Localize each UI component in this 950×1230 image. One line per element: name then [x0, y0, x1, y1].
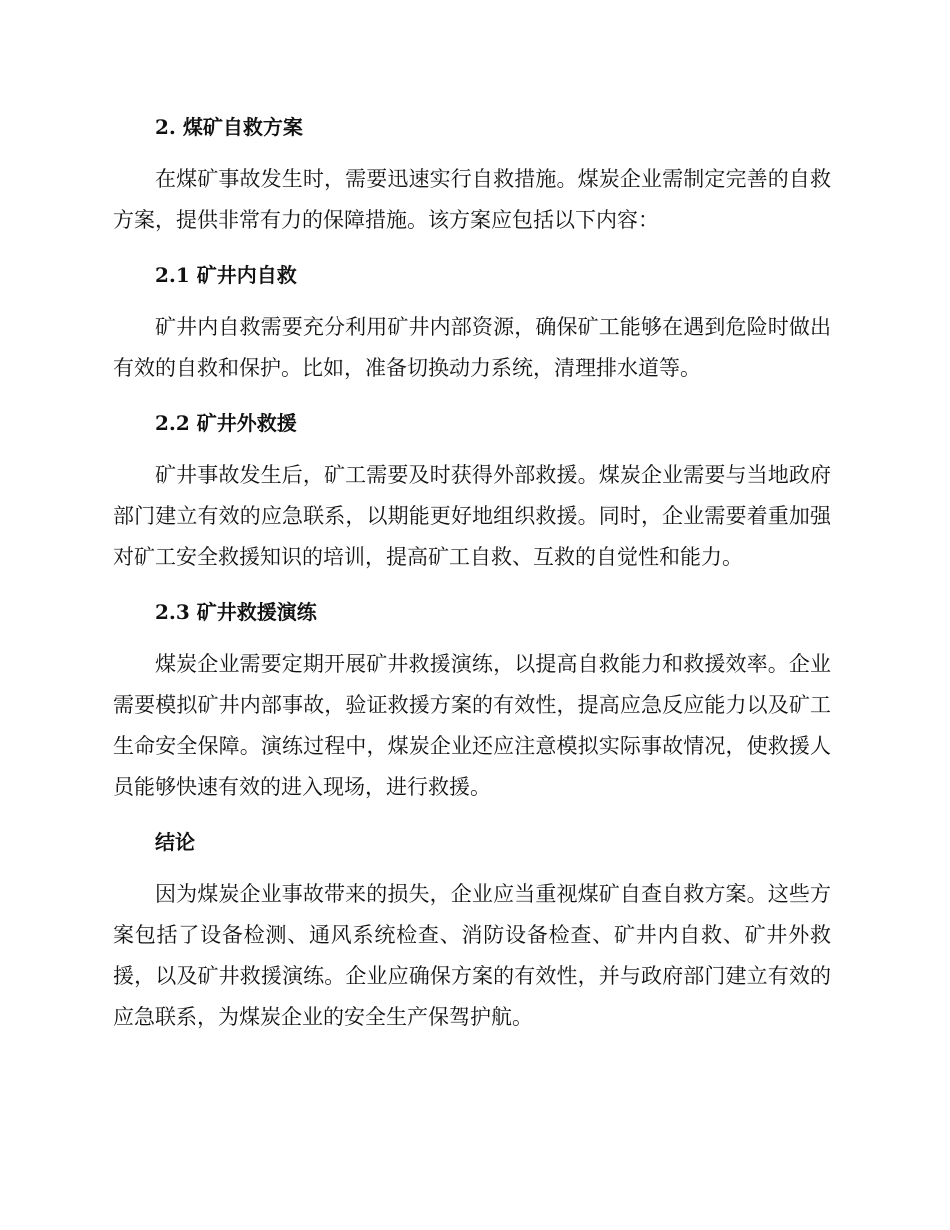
section-heading-2-1: 2.1 矿井内自救 [155, 263, 297, 287]
section-heading-2-3: 2.3 矿井救援演练 [155, 600, 317, 624]
section-heading-2-2: 2.2 矿井外救援 [155, 411, 297, 435]
section-heading-2: 2. 煤矿自救方案 [155, 115, 303, 139]
conclusion-heading: 结论 [155, 830, 195, 854]
section-paragraph-2-3: 煤炭企业需要定期开展矿井救援演练，以提高自救能力和救援效率。企业需要模拟矿井内部事故，验证救援方案的有效性，提高应急反应能力以及矿工生命安全保障。演练过程中，煤炭企业还应注意模拟实际事故情况，使救援人员能够快速有效的进入现场，进行救援。 [113, 652, 831, 799]
section-paragraph-2: 在煤矿事故发生时，需要迅速实行自救措施。煤炭企业需制定完善的自救方案，提供非常有力的保障措施。该方案应包括以下内容： [113, 167, 831, 232]
document-page [113, 105, 831, 1038]
conclusion-paragraph: 因为煤炭企业事故带来的损失，企业应当重视煤矿自查自救方案。这些方案包括了设备检测、通风系统检查、消防设备检查、矿井内自救、矿井外救援，以及矿井救援演练。企业应确保方案的有效性，并与政府部门建立有效的应急联系，为煤炭企业的安全生产保驾护航。 [113, 882, 831, 1029]
section-paragraph-2-1: 矿井内自救需要充分利用矿井内部资源，确保矿工能够在遇到危险时做出有效的自救和保护。比如，准备切换动力系统，清理排水道等。 [113, 315, 831, 380]
section-paragraph-2-2: 矿井事故发生后，矿工需要及时获得外部救援。煤炭企业需要与当地政府部门建立有效的应急联系，以期能更好地组织救援。同时，企业需要着重加强对矿工安全救援知识的培训，提高矿工自救、互救的自觉性和能力。 [113, 463, 831, 569]
